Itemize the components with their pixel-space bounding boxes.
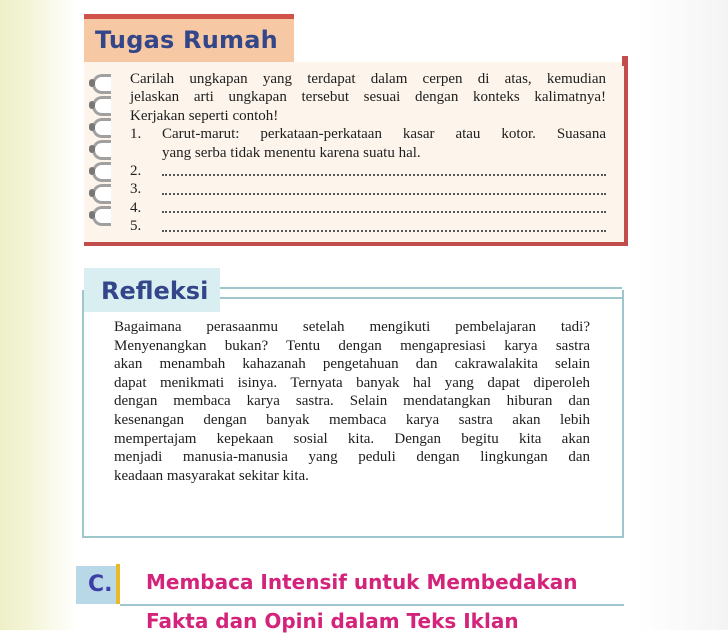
item-number: 1.: [130, 126, 142, 143]
item-text-continued: yang serba tidak menentu karena suatu hal.: [162, 144, 421, 161]
item-text: Carut-marut: perkataan-perkataan kasar atau kotor. Suasana: [162, 126, 606, 143]
section-c-rule: [120, 604, 624, 606]
example-label: Kerjakan seperti contoh!: [130, 107, 279, 124]
item-number: 5.: [130, 218, 142, 235]
tugas-rumah-title: Tugas Rumah: [95, 26, 278, 54]
paragraph-line: dapat menikmati isinya. Ternyata banyak hal yang dapat diperoleh: [114, 374, 590, 391]
refleksi-title: Refleksi: [101, 277, 209, 305]
item-number: 4.: [130, 199, 142, 216]
paragraph-line: mempertajam kepekaan sosial kita. Dengan begitu kita akan: [114, 430, 590, 447]
binder-ring-icon: [92, 118, 111, 138]
instruction-line: Carilah ungkapan yang terdapat dalam cerpen di atas, kemudian: [130, 71, 606, 87]
binder-ring-icon: [92, 96, 111, 116]
list-item: [130, 162, 606, 180]
instruction-line: jelaskan arti ungkapan tersebut sesuai dengan konteks kalimatnya!: [130, 89, 606, 106]
paragraph-line: akan menambah kahazanah pengetahuan dan cakrawalakita selain: [114, 356, 590, 373]
paragraph-line: Menyenangkan bukan? Tentu dengan mengapresiasi karya sastra: [114, 337, 590, 354]
left-page-margin: [0, 0, 78, 630]
list-item: [130, 199, 606, 217]
paragraph-line: keadaan masyarakat sekitar kita.: [114, 467, 309, 484]
item-number: 3.: [130, 181, 142, 198]
paragraph-line: Bagaimana perasaanmu setelah mengikuti pembelajaran tadi?: [114, 319, 590, 335]
paragraph-line: dengan membaca karya sastra. Selain mendatangkan hiburan dan: [114, 393, 590, 410]
refleksi-header-rule: [220, 287, 622, 299]
list-item: [130, 125, 606, 143]
right-page-margin: [638, 0, 728, 630]
paragraph-line: menjadi manusia-manusia yang peduli dengan lingkungan dan: [114, 449, 590, 466]
refleksi-paragraph: [114, 318, 590, 485]
tugas-rumah-content: [130, 70, 606, 236]
binder-ring-icon: [92, 206, 111, 226]
answer-blank: [162, 206, 606, 213]
binder-ring-icon: [92, 162, 111, 182]
item-number: 2.: [130, 163, 142, 180]
answer-blank: [162, 188, 606, 195]
section-letter: C.: [88, 572, 113, 597]
section-title: Membaca Intensif untuk Membedakan: [146, 570, 578, 594]
section-title-continued: Fakta dan Opini dalam Teks Iklan: [146, 609, 519, 633]
list-item: [130, 180, 606, 198]
answer-blank: [162, 169, 606, 176]
binder-ring-icon: [92, 184, 111, 204]
paragraph-line: kesenangan dengan banyak membaca karya sastra akan lebih: [114, 411, 590, 428]
list-item: [130, 217, 606, 235]
binder-ring-icon: [92, 140, 111, 160]
binder-ring-icon: [92, 74, 111, 94]
answer-blank: [162, 225, 606, 232]
